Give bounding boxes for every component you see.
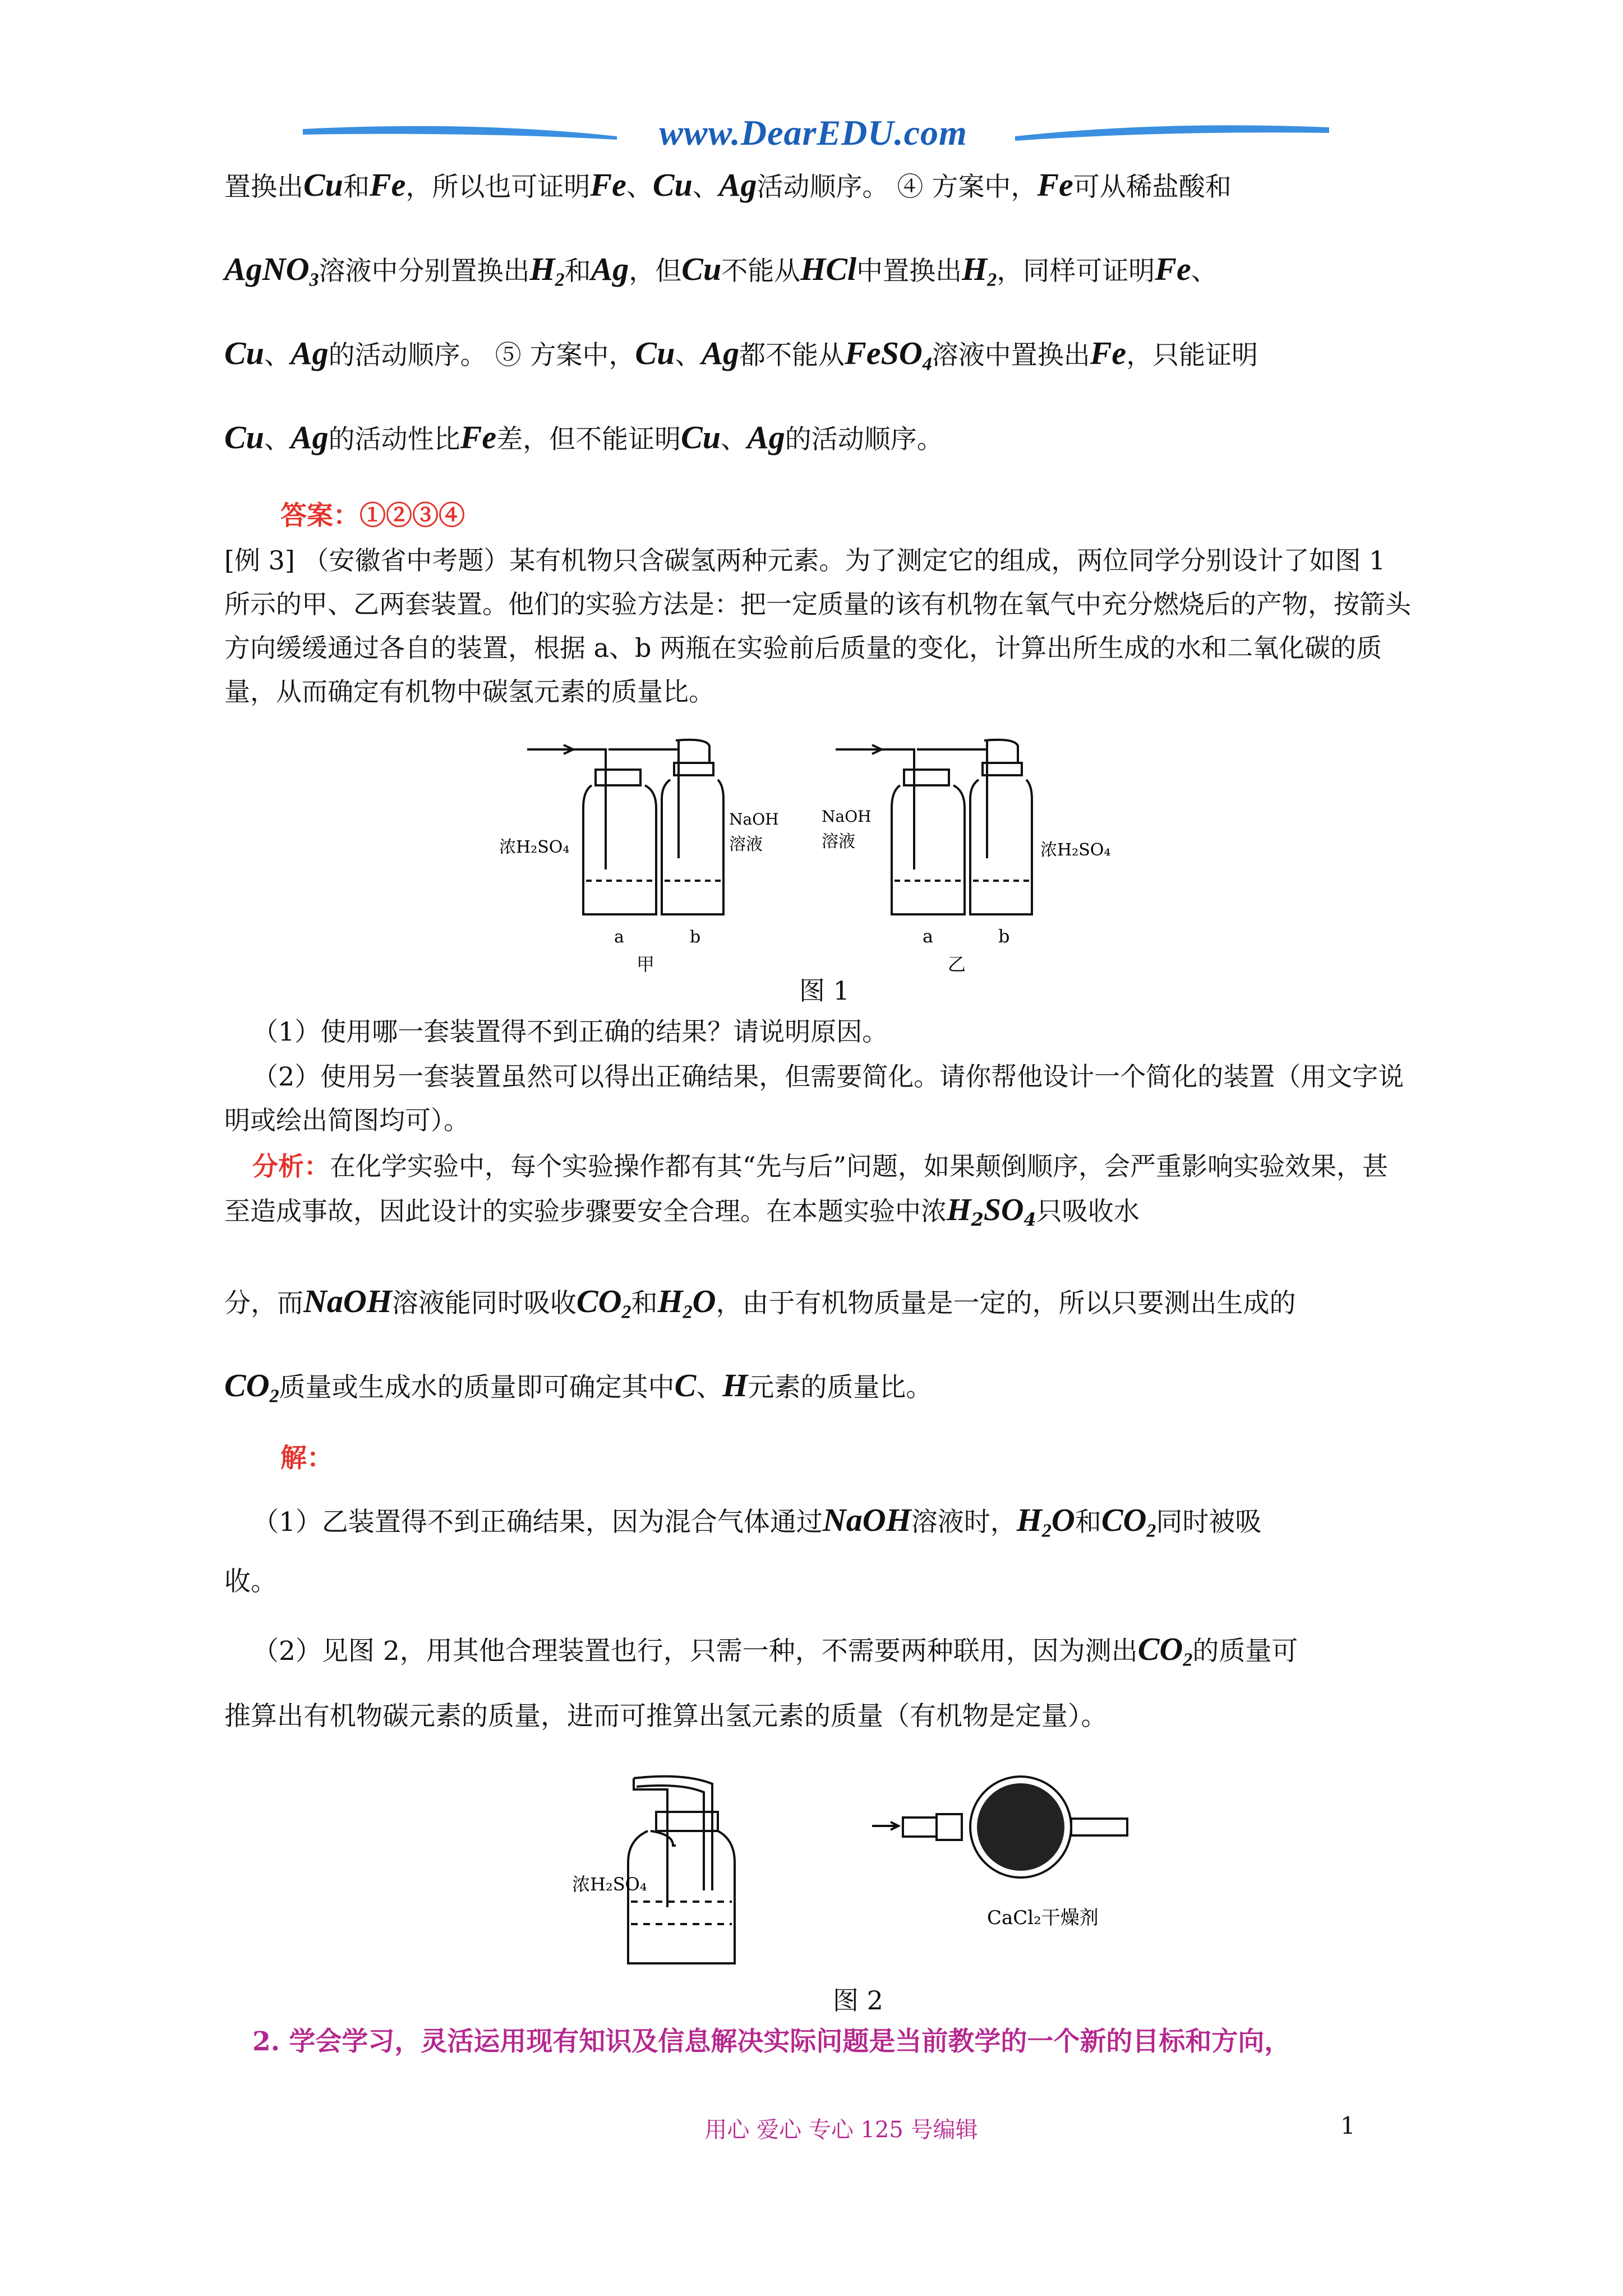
question-1: （1）使用哪一套装置得不到正确的结果？请说明原因。: [252, 1016, 888, 1047]
fig1-jia-right-label-2: 溶液: [729, 835, 763, 854]
analysis-paragraph: 分析：在化学实验中，每个实验操作都有其“先与后”问题，如果颠倒顺序，会严重影响实验效果，甚至造成事故，因此设计的实验步骤要安全合理。在本题实验中浓$H_2SO_4$只吸收水: [224, 1151, 1389, 1231]
question-2: （2）使用另一套装置虽然可以得出正确结果，但需要简化。请你帮他设计一个简化的装置（用文字说明或绘出简图均可）。: [224, 1061, 1404, 1135]
figure-2-caption: 图 2: [833, 1985, 883, 2016]
fig2-bottle-label: 浓H₂SO₄: [572, 1874, 647, 1895]
fig1-jia-left-label: 浓H₂SO₄: [499, 838, 570, 857]
fig1-jia-right-label-1: NaOH: [729, 810, 779, 829]
solution-2-line-1: （2）见图 2，用其他合理装置也行，只需一种，不需要两种联用，因为测出$CO_2$的质量可: [252, 1631, 1298, 1671]
site-logo-text: www.DearEDU.com: [659, 113, 967, 153]
solution-2-line-2: 推算出有机物碳元素的质量，进而可推算出氢元素的质量（有机物是定量）。: [224, 1701, 1108, 1732]
footer-text: 用心 爱心 专心 125 号编辑: [704, 2117, 978, 2143]
solution-1-line-1: （1）乙装置得不到正确结果，因为混合气体通过NaOH溶液时，$H_2O$和$CO_2$同时被吸: [252, 1502, 1262, 1542]
fig1-yi-left-label-2: 溶液: [822, 832, 855, 852]
figure-1-caption: 图 1: [799, 976, 850, 1006]
fig1-yi-right-label: 浓H₂SO₄: [1040, 840, 1111, 860]
fig1-jia-b: b: [690, 927, 701, 947]
solution-label: 解：: [280, 1443, 333, 1474]
text-line-3: Cu、Ag的活动顺序。 ⑤ 方案中，Cu、Ag都不能从FeSO$_4$溶液中置换出Fe，只能证明: [224, 335, 1258, 375]
fig2-tube-label: CaCl₂干燥剂: [987, 1907, 1099, 1929]
fig1-yi-name: 乙: [948, 954, 966, 975]
figure-2-apparatus: [561, 1761, 1178, 1975]
figure-1-apparatus: [494, 729, 1144, 976]
fig1-yi-b: b: [998, 926, 1010, 947]
page-number: 1: [1340, 2112, 1355, 2139]
solution-1-line-2: 收。: [224, 1566, 277, 1597]
fig1-jia-a: a: [614, 927, 624, 947]
analysis-line-2: 分，而NaOH溶液能同时吸收$CO_2$和$H_2O$，由于有机物质量是一定的，所以只要测出生成的: [224, 1283, 1296, 1323]
analysis-line-3: $CO_2$质量或生成水的质量即可确定其中C、H元素的质量比。: [224, 1367, 933, 1407]
text-line-4: Cu、Ag的活动性比Fe差，但不能证明Cu、Ag的活动顺序。: [224, 419, 943, 455]
answer-line: 答案：①②③④: [280, 500, 465, 531]
fig1-yi-left-label-1: NaOH: [822, 807, 872, 826]
fig1-jia-name: 甲: [637, 954, 655, 975]
text-line-2: AgNO$_3$溶液中分别置换出$H_2$和Ag，但Cu不能从HCl中置换出$H_2$，同样可证明Fe、: [224, 251, 1218, 291]
example-3-text: [例 3] （安徽省中考题）某有机物只含碳氢两种元素。为了测定它的组成，两位同学分别设计了如图 1 所示的甲、乙两套装置。他们的实验方法是：把一定质量的该有机物在氧气中充分燃烧后的产物，按箭头方向缓缓通过各自的装置，根据 a、b 两瓶在实验前后质量的变化，计算出所生成的水和二氧化碳的质量，从而确定有机物中碳氢元素的质量比。: [224, 545, 1411, 707]
point-2-text: 2. 学会学习，灵活运用现有知识及信息解决实际问题是当前教学的一个新的目标和方向，: [252, 2026, 1291, 2057]
text-line-1: 置换出Cu和Fe，所以也可证明Fe、Cu、Ag活动顺序。 ④ 方案中，Fe可从稀盐酸和: [224, 167, 1232, 203]
fig1-yi-a: a: [923, 926, 934, 947]
